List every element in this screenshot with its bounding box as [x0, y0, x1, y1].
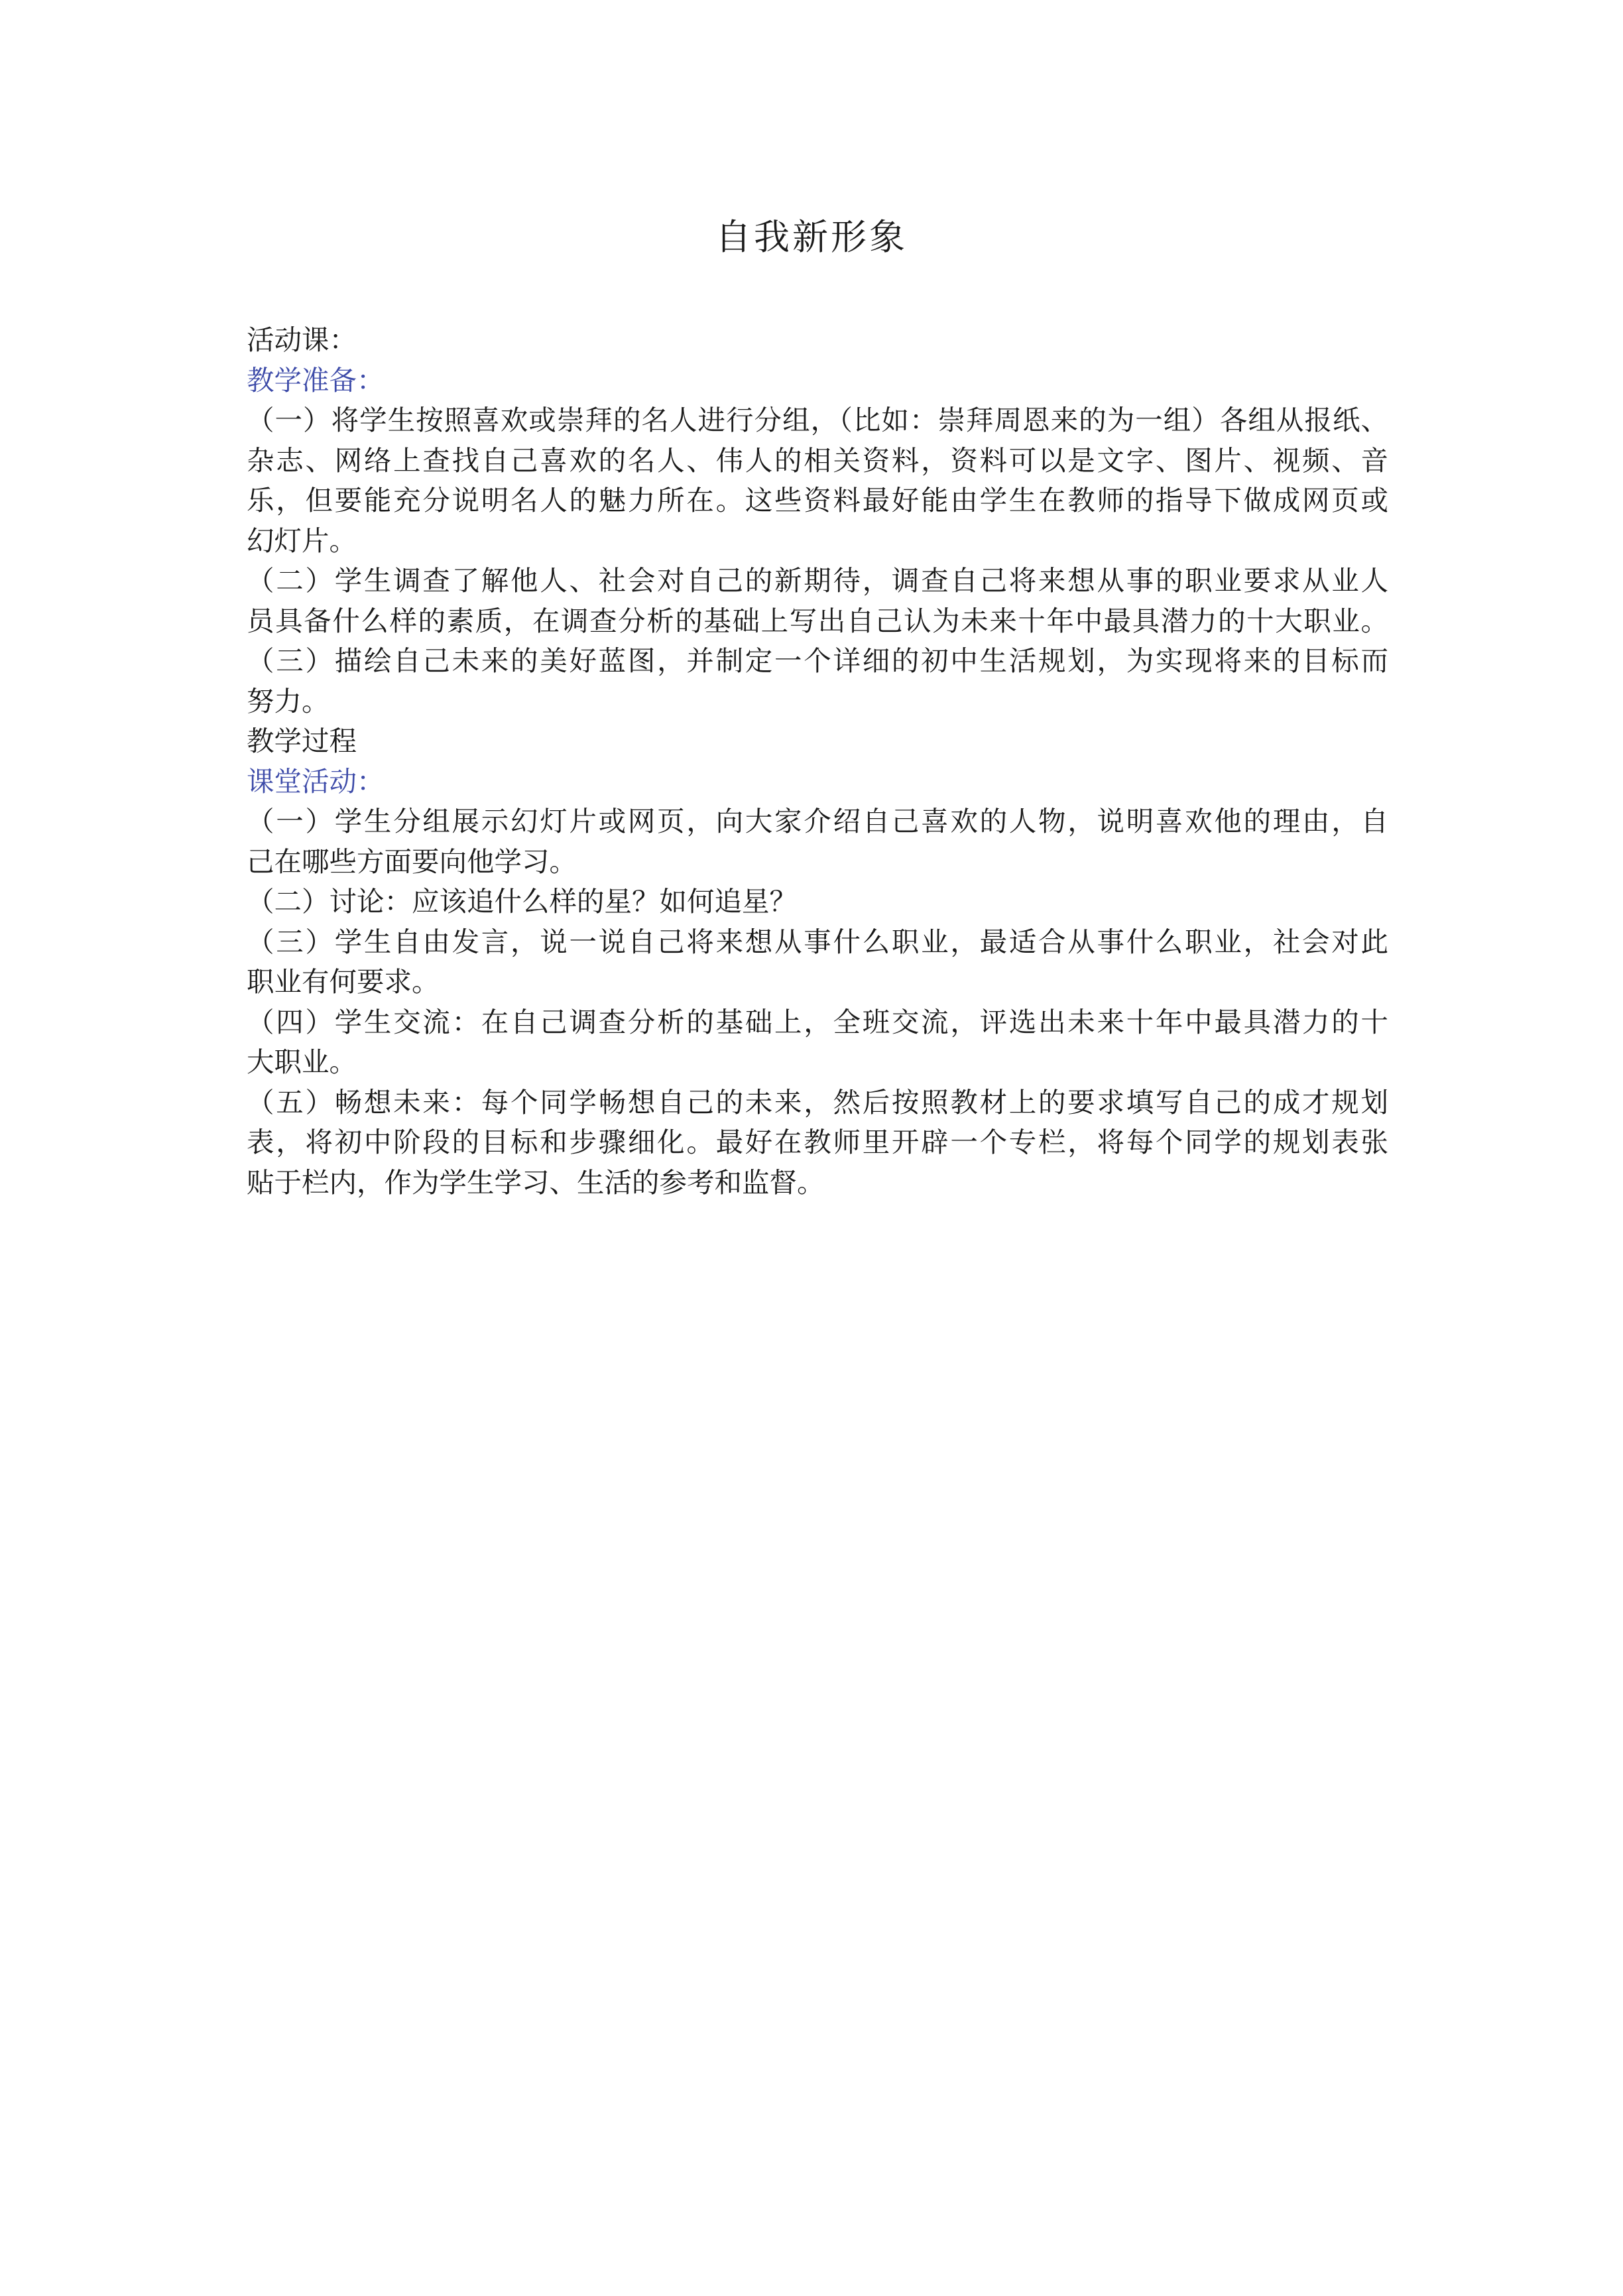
heading-teaching-prep: 教学准备： — [247, 363, 385, 396]
prep-item-line: （一）将学生按照喜欢或崇拜的名人进行分组，（比如：崇拜周恩来的为一组）各组从报纸、 — [247, 404, 1388, 436]
prep-item-line: 乐，但要能充分说明名人的魅力所在。这些资料最好能由学生在教师的指导下做成网页或 — [247, 484, 1388, 516]
prep-item-line: 员具备什么样的素质，在调查分析的基础上写出自己认为未来十年中最具潜力的十大职业。 — [247, 604, 1388, 637]
class-item-line: 己在哪些方面要向他学习。 — [247, 845, 577, 878]
prep-item-line: （三）描绘自己未来的美好蓝图，并制定一个详细的初中生活规划，为实现将来的目标而 — [247, 644, 1388, 677]
heading-class-activity: 课堂活动： — [247, 764, 385, 798]
prep-item-line: 杂志、网络上查找自己喜欢的名人、伟人的相关资料，资料可以是文字、图片、视频、音 — [247, 444, 1388, 477]
prep-item-line: 幻灯片。 — [247, 524, 357, 557]
class-item-2 — [247, 882, 1388, 922]
document-body — [247, 320, 1388, 1203]
class-item-line: （一）学生分组展示幻灯片或网页，向大家介绍自己喜欢的人物，说明喜欢他的理由，自 — [247, 805, 1388, 837]
prep-item-3 — [247, 641, 1388, 721]
prep-item-line: （二）学生调查了解他人、社会对自己的新期待，调查自己将来想从事的职业要求从业人 — [247, 564, 1388, 597]
class-item-1 — [247, 802, 1388, 882]
prep-item-1 — [247, 400, 1388, 561]
class-item-5 — [247, 1083, 1388, 1203]
class-item-line: （二）讨论：应该追什么样的星？如何追星？ — [247, 885, 798, 918]
prep-item-line: 努力。 — [247, 684, 330, 717]
class-item-line: （五）畅想未来：每个同学畅想自己的未来，然后按照教材上的要求填写自己的成才规划 — [247, 1085, 1388, 1118]
class-item-line: 职业有何要求。 — [247, 965, 440, 998]
document-title: 自我新形象 — [715, 216, 908, 258]
class-item-line: （三）学生自由发言，说一说自己将来想从事什么职业，最适合从事什么职业，社会对此 — [247, 925, 1388, 958]
class-item-line: 表，将初中阶段的目标和步骤细化。最好在教师里开辟一个专栏，将每个同学的规划表张 — [247, 1126, 1388, 1158]
section-label-activity: 活动课： — [247, 324, 357, 356]
class-item-line: （四）学生交流：在自己调查分析的基础上，全班交流，评选出未来十年中最具潜力的十 — [247, 1005, 1388, 1038]
heading-teaching-process: 教学过程 — [247, 725, 357, 757]
class-item-line: 大职业。 — [247, 1046, 357, 1078]
prep-item-2 — [247, 561, 1388, 641]
class-item-3 — [247, 922, 1388, 1002]
class-item-4 — [247, 1002, 1388, 1083]
class-item-line: 贴于栏内，作为学生学习、生活的参考和监督。 — [247, 1166, 825, 1199]
